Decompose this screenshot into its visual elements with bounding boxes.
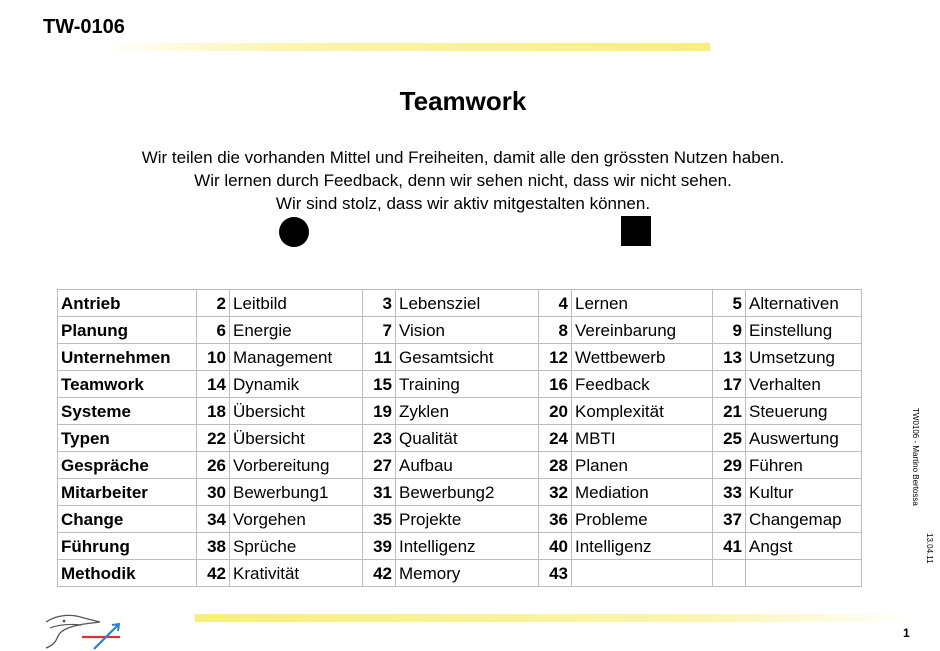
page-number-cell: 41	[713, 533, 746, 560]
page-number-cell: 9	[713, 317, 746, 344]
page-number-cell: 32	[539, 479, 572, 506]
topic-cell: Verhalten	[746, 371, 862, 398]
topic-cell: Lernen	[572, 290, 713, 317]
topic-cell: MBTI	[572, 425, 713, 452]
category-cell: Antrieb	[58, 290, 197, 317]
page-number-cell: 42	[363, 560, 396, 587]
table-row	[58, 452, 862, 479]
page-number-cell: 20	[539, 398, 572, 425]
topic-cell: Training	[396, 371, 539, 398]
topics-table	[57, 289, 862, 587]
table-row	[58, 290, 862, 317]
topic-cell: Energie	[230, 317, 363, 344]
page-number-cell: 27	[363, 452, 396, 479]
table-row	[58, 317, 862, 344]
topic-cell: Changemap	[746, 506, 862, 533]
topic-cell: Zyklen	[396, 398, 539, 425]
topic-cell: Vision	[396, 317, 539, 344]
category-cell: Planung	[58, 317, 197, 344]
table-row	[58, 506, 862, 533]
topic-cell	[572, 560, 713, 587]
principles-block	[0, 146, 926, 215]
page-number-cell	[713, 560, 746, 587]
topic-cell: Intelligenz	[396, 533, 539, 560]
category-cell: Typen	[58, 425, 197, 452]
page-number-cell: 15	[363, 371, 396, 398]
page-number-cell: 8	[539, 317, 572, 344]
topic-cell: Feedback	[572, 371, 713, 398]
table-row	[58, 344, 862, 371]
category-cell: Führung	[58, 533, 197, 560]
page-number-cell: 2	[197, 290, 230, 317]
bird-logo	[38, 608, 124, 651]
topic-cell: Vorbereitung	[230, 452, 363, 479]
topic-cell: Lebensziel	[396, 290, 539, 317]
topic-cell: Sprüche	[230, 533, 363, 560]
side-date-text: 13.04.11	[925, 533, 934, 564]
topic-cell: Dynamik	[230, 371, 363, 398]
page-number-cell: 34	[197, 506, 230, 533]
page-number-cell: 30	[197, 479, 230, 506]
page-number-cell: 35	[363, 506, 396, 533]
page-number-cell: 16	[539, 371, 572, 398]
page-number-cell: 18	[197, 398, 230, 425]
table-row	[58, 479, 862, 506]
topic-cell: Steuerung	[746, 398, 862, 425]
page-number-cell: 28	[539, 452, 572, 479]
topic-cell: Aufbau	[396, 452, 539, 479]
topic-cell: Leitbild	[230, 290, 363, 317]
table-row	[58, 371, 862, 398]
principle-line: Wir lernen durch Feedback, denn wir sehen nicht, dass wir nicht sehen.	[194, 171, 732, 190]
page-number: 1	[903, 626, 910, 640]
topic-cell: Führen	[746, 452, 862, 479]
page-number-cell: 19	[363, 398, 396, 425]
page-number-cell: 24	[539, 425, 572, 452]
page-number-cell: 33	[713, 479, 746, 506]
category-cell: Unternehmen	[58, 344, 197, 371]
topic-cell: Kultur	[746, 479, 862, 506]
circle-symbol	[279, 217, 309, 247]
page-number-cell: 14	[197, 371, 230, 398]
topic-cell: Bewerbung1	[230, 479, 363, 506]
page-number-cell: 13	[713, 344, 746, 371]
topic-cell: Gesamtsicht	[396, 344, 539, 371]
page-number-cell: 17	[713, 371, 746, 398]
topic-cell: Mediation	[572, 479, 713, 506]
topic-cell: Wettbewerb	[572, 344, 713, 371]
category-cell: Mitarbeiter	[58, 479, 197, 506]
topic-cell: Angst	[746, 533, 862, 560]
topic-cell: Management	[230, 344, 363, 371]
topic-cell: Probleme	[572, 506, 713, 533]
side-author-text: TW0106 - Martino Bertossa	[911, 408, 920, 506]
page-number-cell: 31	[363, 479, 396, 506]
topic-cell: Planen	[572, 452, 713, 479]
document-id: TW-0106	[43, 16, 125, 38]
bottom-highlight-bar	[195, 614, 913, 622]
page-number-cell: 38	[197, 533, 230, 560]
topic-cell: Komplexität	[572, 398, 713, 425]
topic-cell: Einstellung	[746, 317, 862, 344]
topic-cell: Qualität	[396, 425, 539, 452]
page-number-cell: 42	[197, 560, 230, 587]
page-number-cell: 7	[363, 317, 396, 344]
topic-cell: Vorgehen	[230, 506, 363, 533]
topic-cell: Umsetzung	[746, 344, 862, 371]
page-number-cell: 21	[713, 398, 746, 425]
topic-cell: Auswertung	[746, 425, 862, 452]
topic-cell: Memory	[396, 560, 539, 587]
page-number-cell: 25	[713, 425, 746, 452]
page-number-cell: 23	[363, 425, 396, 452]
category-cell: Methodik	[58, 560, 197, 587]
topic-cell: Krativität	[230, 560, 363, 587]
category-cell: Change	[58, 506, 197, 533]
table-row	[58, 560, 862, 587]
page-title: Teamwork	[399, 86, 527, 116]
top-highlight-bar	[100, 43, 710, 51]
page-number-cell: 40	[539, 533, 572, 560]
topic-cell: Projekte	[396, 506, 539, 533]
topic-cell: Intelligenz	[572, 533, 713, 560]
topic-cell: Alternativen	[746, 290, 862, 317]
page-number-cell: 10	[197, 344, 230, 371]
page-number-cell: 4	[539, 290, 572, 317]
page-number-cell: 12	[539, 344, 572, 371]
page-number-cell: 6	[197, 317, 230, 344]
page-number-cell: 5	[713, 290, 746, 317]
topic-cell	[746, 560, 862, 587]
principle-line: Wir teilen die vorhanden Mittel und Freiheiten, damit alle den grössten Nutzen haben.	[141, 148, 785, 167]
topic-cell: Vereinbarung	[572, 317, 713, 344]
page-number-cell: 3	[363, 290, 396, 317]
page-number-cell: 22	[197, 425, 230, 452]
page-number-cell: 11	[363, 344, 396, 371]
page-number-cell: 37	[713, 506, 746, 533]
table-row	[58, 533, 862, 560]
table-row	[58, 425, 862, 452]
principle-line: Wir sind stolz, dass wir aktiv mitgestalten können.	[275, 194, 651, 213]
table-row	[58, 398, 862, 425]
page-number-cell: 26	[197, 452, 230, 479]
page-number-cell: 39	[363, 533, 396, 560]
page-number-cell: 43	[539, 560, 572, 587]
page-number-cell: 29	[713, 452, 746, 479]
topic-cell: Übersicht	[230, 425, 363, 452]
category-cell: Teamwork	[58, 371, 197, 398]
category-cell: Gespräche	[58, 452, 197, 479]
category-cell: Systeme	[58, 398, 197, 425]
topic-cell: Übersicht	[230, 398, 363, 425]
square-symbol	[621, 216, 651, 246]
page-number-cell: 36	[539, 506, 572, 533]
topic-cell: Bewerbung2	[396, 479, 539, 506]
